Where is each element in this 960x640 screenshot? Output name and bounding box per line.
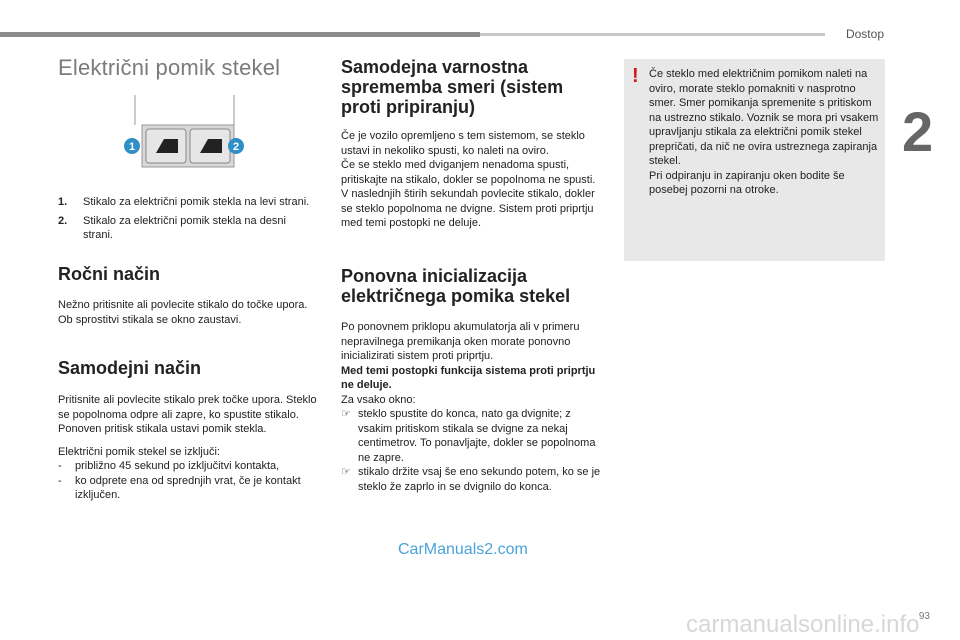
list-item: - ko odprete ena od sprednjih vrat, če je kontakt izključen. <box>58 474 301 502</box>
warning-text-2: Pri odpiranju in zapiranju oken bodite še posebej pozorni na otroke. <box>649 169 845 196</box>
section-label: Dostop <box>845 27 884 41</box>
auto-off-intro: Električni pomik stekel se izključi: <box>58 445 220 458</box>
watermark-link[interactable]: CarManuals2.com <box>398 541 528 558</box>
safety-text: Če je vozilo opremljeno s tem sistemom, se steklo ustavi in nekoliko spusti, ko naleti na oviro. <box>341 130 585 157</box>
reinit-bold-text: Med temi postopki funkcija sistema proti priprtju ne deluje. <box>341 364 596 392</box>
list-item: 2. Stikalo za električni pomik stekla na desni strani. <box>58 214 286 241</box>
warning-box <box>624 59 885 261</box>
auto-mode-text: Pritisnite ali povlecite stikalo prek točke upora. Steklo se popolnoma odpre ali zapre, ko spustite stikalo. Ponoven pritisk stikala ustavi pomik stekla. <box>58 394 317 436</box>
manual-mode-text: Nežno pritisnite ali povlecite stikalo do točke upora. Ob sprostitvi stikala se okno zaustavi. <box>58 299 308 326</box>
watermark-footer: carmanualsonline.info <box>686 611 920 638</box>
safety-heading: Samodejna varnostna sprememba smeri (sistem proti pripiranju) <box>341 57 564 117</box>
switch-list <box>58 195 318 243</box>
auto-off-list <box>58 459 318 503</box>
warning-icon: ! <box>632 65 639 87</box>
reinit-heading: Ponovna inicializacija električnega pomika stekel <box>341 265 571 306</box>
column-middle <box>341 58 603 494</box>
page-title: Električni pomik stekel <box>58 55 281 80</box>
column-left <box>58 55 318 503</box>
svg-text:1: 1 <box>128 141 136 153</box>
reinit-text: Po ponovnem priklopu akumulatorja ali v primeru nepravilnega premikanja oken morate ponovno inicializirati sistem proti priprtju. <box>341 321 580 363</box>
safety-text-2: Če se steklo med dviganjem nenadoma spusti, pritiskajte na stikalo, dokler se popolnoma ne spusti. V naslednjih štirih sekundah povlecite stikalo, dokler se steklo popolnoma ne dvigne. Sistem proti priprtju med temi postopki ne deluje. <box>341 159 596 230</box>
list-item: ☞ steklo spustite do konca, nato ga dvignite; z vsakim pritiskom stikala se dvigne za nekaj centimetrov. To ponavljajte, dokler se popolnoma ne zapre. <box>341 408 596 464</box>
chapter-number: 2 <box>902 100 934 163</box>
reinit-steps <box>341 407 603 494</box>
reinit-each: Za vsako okno: <box>341 393 416 406</box>
header-bar-dark <box>0 32 480 37</box>
svg-text:2: 2 <box>232 141 240 153</box>
window-switch-illustration <box>122 95 272 175</box>
list-item: ☞ stikalo držite vsaj še eno sekundo potem, ko se je steklo že zaprlo in se dvignilo do konca. <box>341 466 601 493</box>
list-item: - približno 45 sekund po izključitvi kontakta, <box>58 460 280 473</box>
header-bar-light <box>480 33 825 36</box>
list-item: 1. Stikalo za električni pomik stekla na levi strani. <box>58 196 310 208</box>
manual-mode-heading: Ročni način <box>58 263 161 284</box>
page-number: 93 <box>918 611 930 622</box>
warning-text: Če steklo med električnim pomikom naleti na oviro, morate steklo pomakniti v nasprotno smer. Smer pomikanja spremenite s pritiskom na ustrezno stikalo. Voznik se mora pri vsakem upravljanju stikala za električni pomik stekel prepričati, da nič ne ovira ustreznega zapiranja stekel. <box>649 68 879 167</box>
window-switch-svg <box>122 95 272 175</box>
auto-mode-heading: Samodejni način <box>58 358 202 379</box>
